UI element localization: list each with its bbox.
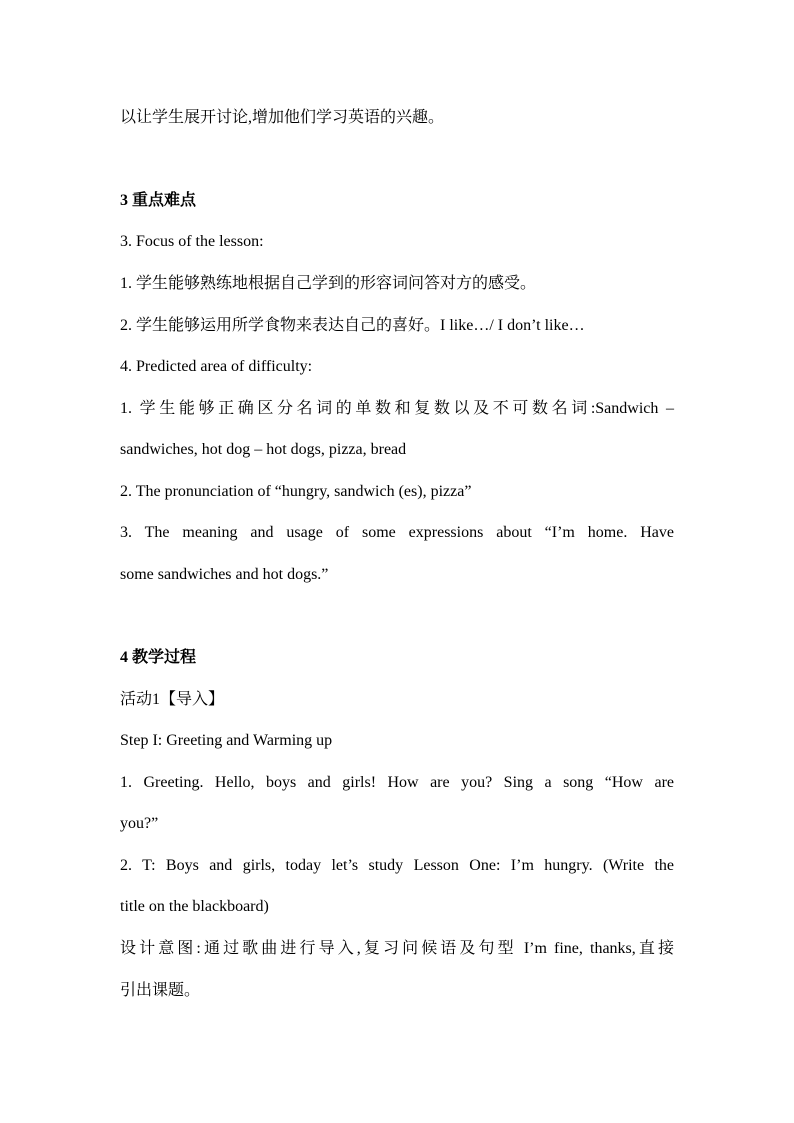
section-3-heading: 3 重点难点 <box>120 192 197 209</box>
design-intent-line-1: 设计意图:通过歌曲进行导入,复习问候语及句型 I’m fine, thanks,直接 <box>120 940 674 957</box>
step-item-2-line-1: 2. T: Boys and girls, today let’s study Lesson One: I’m hungry. (Write the <box>120 857 674 874</box>
difficulty-item-2: 2. The pronunciation of “hungry, sandwich (es), pizza” <box>120 483 472 500</box>
design-intent-line-2: 引出课题。 <box>120 982 201 999</box>
intro-line: 以让学生展开讨论,增加他们学习英语的兴趣。 <box>120 109 445 126</box>
step-item-1-line-1: 1. Greeting. Hello, boys and girls! How are you? Sing a song “How are <box>120 774 674 791</box>
difficulty-title: 4. Predicted area of difficulty: <box>120 358 313 375</box>
step-item-2-line-2: title on the blackboard) <box>120 898 269 915</box>
difficulty-item-1-line-2: sandwiches, hot dog – hot dogs, pizza, bread <box>120 441 407 458</box>
focus-item-2: 2. 学生能够运用所学食物来表达自己的喜好。I like…/ I don’t like… <box>120 317 585 334</box>
step-item-1-line-2: you?” <box>120 815 159 832</box>
difficulty-item-1-line-1: 1. 学生能够正确区分名词的单数和复数以及不可数名词:Sandwich – <box>120 400 674 417</box>
activity-label: 活动1【导入】 <box>120 691 225 708</box>
difficulty-item-3-line-1: 3. The meaning and usage of some expressions about “I’m home. Have <box>120 524 674 541</box>
focus-item-1: 1. 学生能够熟练地根据自己学到的形容词问答对方的感受。 <box>120 275 537 292</box>
step-title: Step I: Greeting and Warming up <box>120 732 333 749</box>
section-4-heading: 4 教学过程 <box>120 649 197 666</box>
difficulty-item-3-line-2: some sandwiches and hot dogs.” <box>120 566 329 583</box>
focus-title: 3. Focus of the lesson: <box>120 233 264 250</box>
